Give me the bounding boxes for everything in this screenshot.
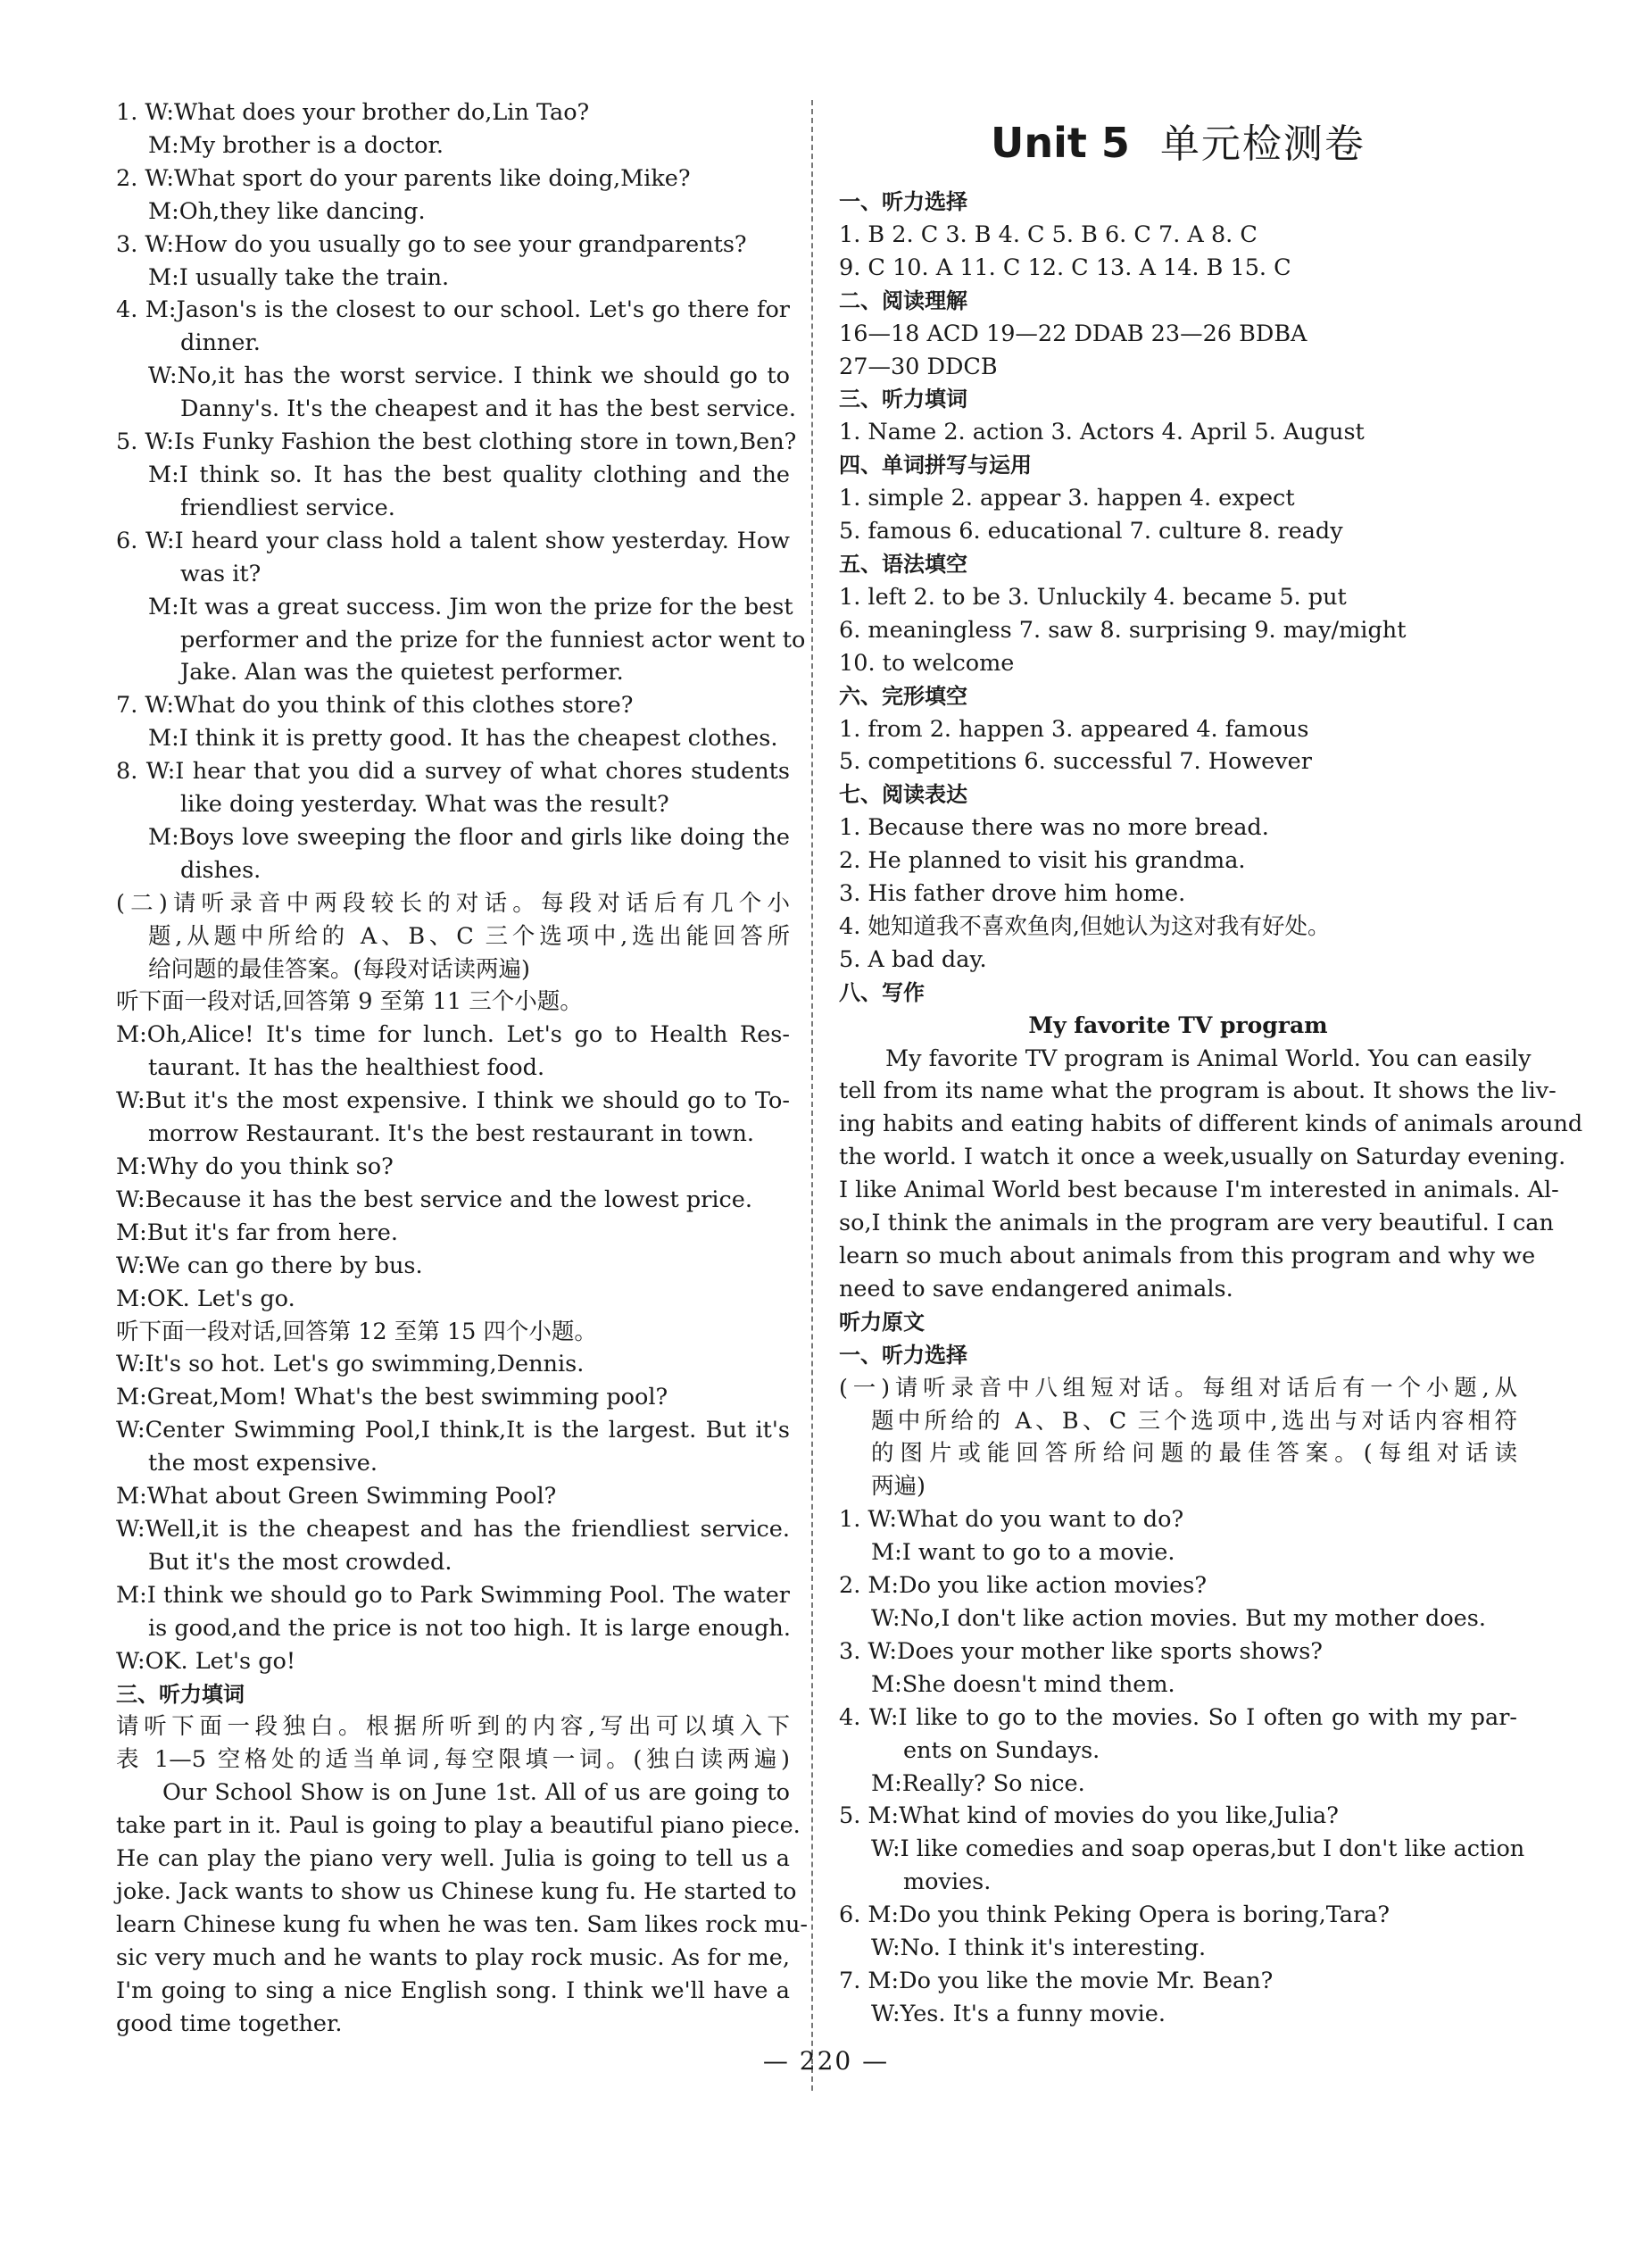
text-line: W:But it's the most expensive. I think we should go to To-: [116, 1087, 790, 1115]
text-line: 9. C 10. A 11. C 12. C 13. A 14. B 15. C: [839, 254, 1291, 281]
text-line: like doing yesterday. What was the result?: [180, 791, 669, 819]
text-line: 1. simple 2. appear 3. happen 4. expect: [839, 485, 1295, 512]
text-line: Danny's. It's the cheapest and it has the best service.: [180, 395, 796, 423]
text-line: 8. W:I hear that you did a survey of what chores students: [116, 758, 790, 786]
text-line: 5. competitions 6. successful 7. However: [839, 748, 1312, 776]
text-line: I like Animal World best because I'm interested in animals. Al-: [839, 1177, 1559, 1204]
text-line: 两遍): [871, 1473, 926, 1501]
text-line: 1. from 2. happen 3. appeared 4. famous: [839, 715, 1309, 743]
text-line: 题中所给的 A、B、C 三个选项中,选出与对话内容相符: [871, 1407, 1517, 1435]
answer-key: [839, 186, 1583, 2031]
text-line: W:We can go there by bus.: [116, 1252, 423, 1279]
text-line: tell from its name what the program is about. It shows the liv-: [839, 1078, 1557, 1105]
text-line: 7. W:What do you think of this clothes store?: [116, 692, 634, 720]
text-line: M:I want to go to a movie.: [871, 1539, 1175, 1567]
text-line: Our School Show is on June 1st. All of us are going to: [162, 1779, 790, 1807]
section-heading: 听力原文: [839, 1309, 925, 1335]
text-line: ing habits and eating habits of different kinds of animals around: [839, 1111, 1583, 1138]
text-line: M:Oh,Alice! It's time for lunch. Let's go to Health Res-: [116, 1021, 790, 1049]
section-heading: 三、听力填词: [839, 387, 967, 412]
text-line: I'm going to sing a nice English song. I think we'll have a: [116, 1976, 790, 2004]
text-line: M:Great,Mom! What's the best swimming pool?: [116, 1384, 668, 1411]
column-divider: [811, 100, 813, 2091]
right-column: [839, 96, 1583, 2031]
text-line: so,I think the animals in the program are very beautiful. I can: [839, 1210, 1554, 1237]
section-heading: 二、阅读理解: [839, 287, 967, 313]
text-line: 1. Because there was no more bread.: [839, 814, 1269, 842]
text-line: good time together.: [116, 2010, 343, 2037]
text-line: friendliest service.: [180, 494, 395, 521]
text-line: morrow Restaurant. It's the best restaurant in town.: [148, 1120, 755, 1148]
section-heading: 三、听力填词: [116, 1681, 245, 1707]
page-title: [839, 114, 1517, 171]
text-line: sic very much and he wants to play rock music. As for me,: [116, 1943, 790, 1971]
section-heading: 四、单词拼写与运用: [839, 453, 1032, 478]
text-line: 给问题的最佳答案。(每段对话读两遍): [148, 955, 530, 983]
left-column: [116, 96, 809, 2040]
text-line: 请听下面一段独白。根据所听到的内容,写出可以填入下: [116, 1713, 790, 1741]
text-line: M:My brother is a doctor.: [148, 131, 444, 159]
text-line: W:I like comedies and soap operas,but I don't like action: [871, 1835, 1525, 1863]
text-line: Jake. Alan was the quietest performer.: [180, 659, 624, 686]
text-line: learn so much about animals from this program and why we: [839, 1243, 1536, 1269]
text-line: 2. M:Do you like action movies?: [839, 1572, 1207, 1600]
text-line: 听下面一段对话,回答第 12 至第 15 四个小题。: [116, 1318, 597, 1345]
text-line: M:But it's far from here.: [116, 1219, 398, 1246]
text-line: 4. W:I like to go to the movies. So I often go with my par-: [839, 1703, 1517, 1731]
text-line: W:No,I don't like action movies. But my mother does.: [871, 1604, 1486, 1632]
text-line: (一)请听录音中八组短对话。每组对话后有一个小题,从: [839, 1374, 1517, 1402]
text-line: 6. meaningless 7. saw 8. surprising 9. may/might: [839, 616, 1407, 644]
text-line: M:I usually take the train.: [148, 263, 450, 291]
text-line: ents on Sundays.: [903, 1736, 1100, 1764]
text-line: 5. W:Is Funky Fashion the best clothing store in town,Ben?: [116, 429, 797, 456]
text-line: W:Yes. It's a funny movie.: [871, 2000, 1166, 2027]
essay-title: My favorite TV program: [1028, 1011, 1328, 1038]
text-line: 10. to welcome: [839, 649, 1015, 677]
text-line: M:It was a great success. Jim won the prize for the best: [148, 593, 793, 620]
text-line: 1. W:What do you want to do?: [839, 1506, 1184, 1534]
section-heading: 六、完形填空: [839, 683, 967, 709]
text-line: 27—30 DDCB: [839, 353, 998, 380]
text-line: 5. M:What kind of movies do you like,Julia?: [839, 1802, 1339, 1830]
text-line: 4. M:Jason's is the closest to our school. Let's go there for: [116, 296, 790, 324]
text-line: 1. W:What does your brother do,Lin Tao?: [116, 99, 590, 126]
text-line: M:I think so. It has the best quality clothing and the: [148, 461, 790, 488]
text-line: 1. B 2. C 3. B 4. C 5. B 6. C 7. A 8. C: [839, 221, 1258, 248]
text-line: joke. Jack wants to show us Chinese kung fu. He started to: [116, 1877, 797, 1905]
text-line: dishes.: [180, 856, 261, 884]
text-line: 1. left 2. to be 3. Unluckily 4. became 5. put: [839, 583, 1347, 611]
text-line: 4. 她知道我不喜欢鱼肉,但她认为这对我有好处。: [839, 912, 1331, 940]
text-line: W:Well,it is the cheapest and has the friendliest service.: [116, 1515, 790, 1543]
text-line: M:I think we should go to Park Swimming Pool. The water: [116, 1581, 790, 1609]
text-line: 5. famous 6. educational 7. culture 8. ready: [839, 518, 1343, 545]
text-line: take part in it. Paul is going to play a beautiful piano piece.: [116, 1812, 801, 1840]
text-line: 表 1—5 空格处的适当单词,每空限填一词。(独白读两遍): [116, 1746, 790, 1774]
text-line: 6. M:Do you think Peking Opera is boring,Tara?: [839, 1901, 1391, 1929]
section-heading: 八、写作: [839, 979, 925, 1005]
text-line: 3. W:Does your mother like sports shows?: [839, 1637, 1323, 1665]
text-line: M:I think it is pretty good. It has the cheapest clothes.: [148, 725, 778, 753]
section-heading: 五、语法填空: [839, 551, 967, 577]
text-line: M:OK. Let's go.: [116, 1285, 295, 1312]
text-line: movies.: [903, 1868, 992, 1896]
text-line: 听下面一段对话,回答第 9 至第 11 三个小题。: [116, 988, 583, 1016]
text-line: 2. W:What sport do your parents like doing,Mike?: [116, 164, 691, 192]
text-line: 3. W:How do you usually go to see your grandparents?: [116, 230, 747, 258]
text-line: 的图片或能回答所给问题的最佳答案。(每组对话读: [871, 1440, 1517, 1468]
text-line: was it?: [180, 560, 261, 587]
text-line: M:Oh,they like dancing.: [148, 197, 426, 225]
text-line: learn Chinese kung fu when he was ten. Sam likes rock mu-: [116, 1910, 809, 1938]
text-line: W:OK. Let's go!: [116, 1647, 296, 1675]
title-subtitle: 单元检测卷: [1159, 121, 1366, 167]
text-line: 1. Name 2. action 3. Actors 4. April 5. August: [839, 419, 1365, 446]
text-line: is good,and the price is not too high. It is large enough.: [148, 1614, 791, 1642]
section-heading: 七、阅读表达: [839, 782, 967, 808]
text-line: 2. He planned to visit his grandma.: [839, 847, 1246, 875]
text-line: W:No. I think it's interesting.: [871, 1935, 1207, 1962]
text-line: 5. A bad day.: [839, 945, 987, 973]
text-line: 题,从题中所给的 A、B、C 三个选项中,选出能回答所: [148, 922, 790, 950]
text-line: 7. M:Do you like the movie Mr. Bean?: [839, 1967, 1274, 1994]
title-unit: Unit 5: [991, 119, 1130, 167]
text-line: M:Why do you think so?: [116, 1153, 394, 1180]
section-heading: 一、听力选择: [839, 1342, 967, 1368]
text-line: W:Center Swimming Pool,I think,It is the largest. But it's: [116, 1417, 790, 1444]
text-line: M:She doesn't mind them.: [871, 1670, 1175, 1698]
text-line: 6. W:I heard your class hold a talent show yesterday. How: [116, 527, 790, 554]
text-line: dinner.: [180, 329, 261, 357]
section-heading: 一、听力选择: [839, 189, 967, 214]
text-line: W:No,it has the worst service. I think we should go to: [148, 362, 790, 390]
text-line: need to save endangered animals.: [839, 1275, 1233, 1302]
text-line: the world. I watch it once a week,usually on Saturday evening.: [839, 1144, 1566, 1171]
text-line: W:Because it has the best service and the lowest price.: [116, 1186, 752, 1213]
text-line: the most expensive.: [148, 1450, 378, 1477]
text-line: taurant. It has the healthiest food.: [148, 1054, 545, 1082]
text-line: performer and the prize for the funniest actor went to: [180, 626, 806, 653]
text-line: M:Boys love sweeping the floor and girls like doing the: [148, 823, 790, 851]
text-line: M:What about Green Swimming Pool?: [116, 1483, 557, 1510]
text-line: W:It's so hot. Let's go swimming,Dennis.: [116, 1351, 585, 1378]
text-line: He can play the piano very well. Julia is going to tell us a: [116, 1845, 790, 1873]
page-number: — 220 —: [762, 2046, 890, 2076]
text-line: But it's the most crowded.: [148, 1548, 452, 1576]
text-line: (二)请听录音中两段较长的对话。每段对话后有几个小: [116, 889, 790, 917]
text-line: M:Really? So nice.: [871, 1769, 1085, 1797]
text-line: 16—18 ACD 19—22 DDAB 23—26 BDBA: [839, 320, 1307, 347]
text-line: 3. His father drove him home.: [839, 880, 1186, 908]
text-line: My favorite TV program is Animal World. You can easily: [885, 1044, 1532, 1072]
